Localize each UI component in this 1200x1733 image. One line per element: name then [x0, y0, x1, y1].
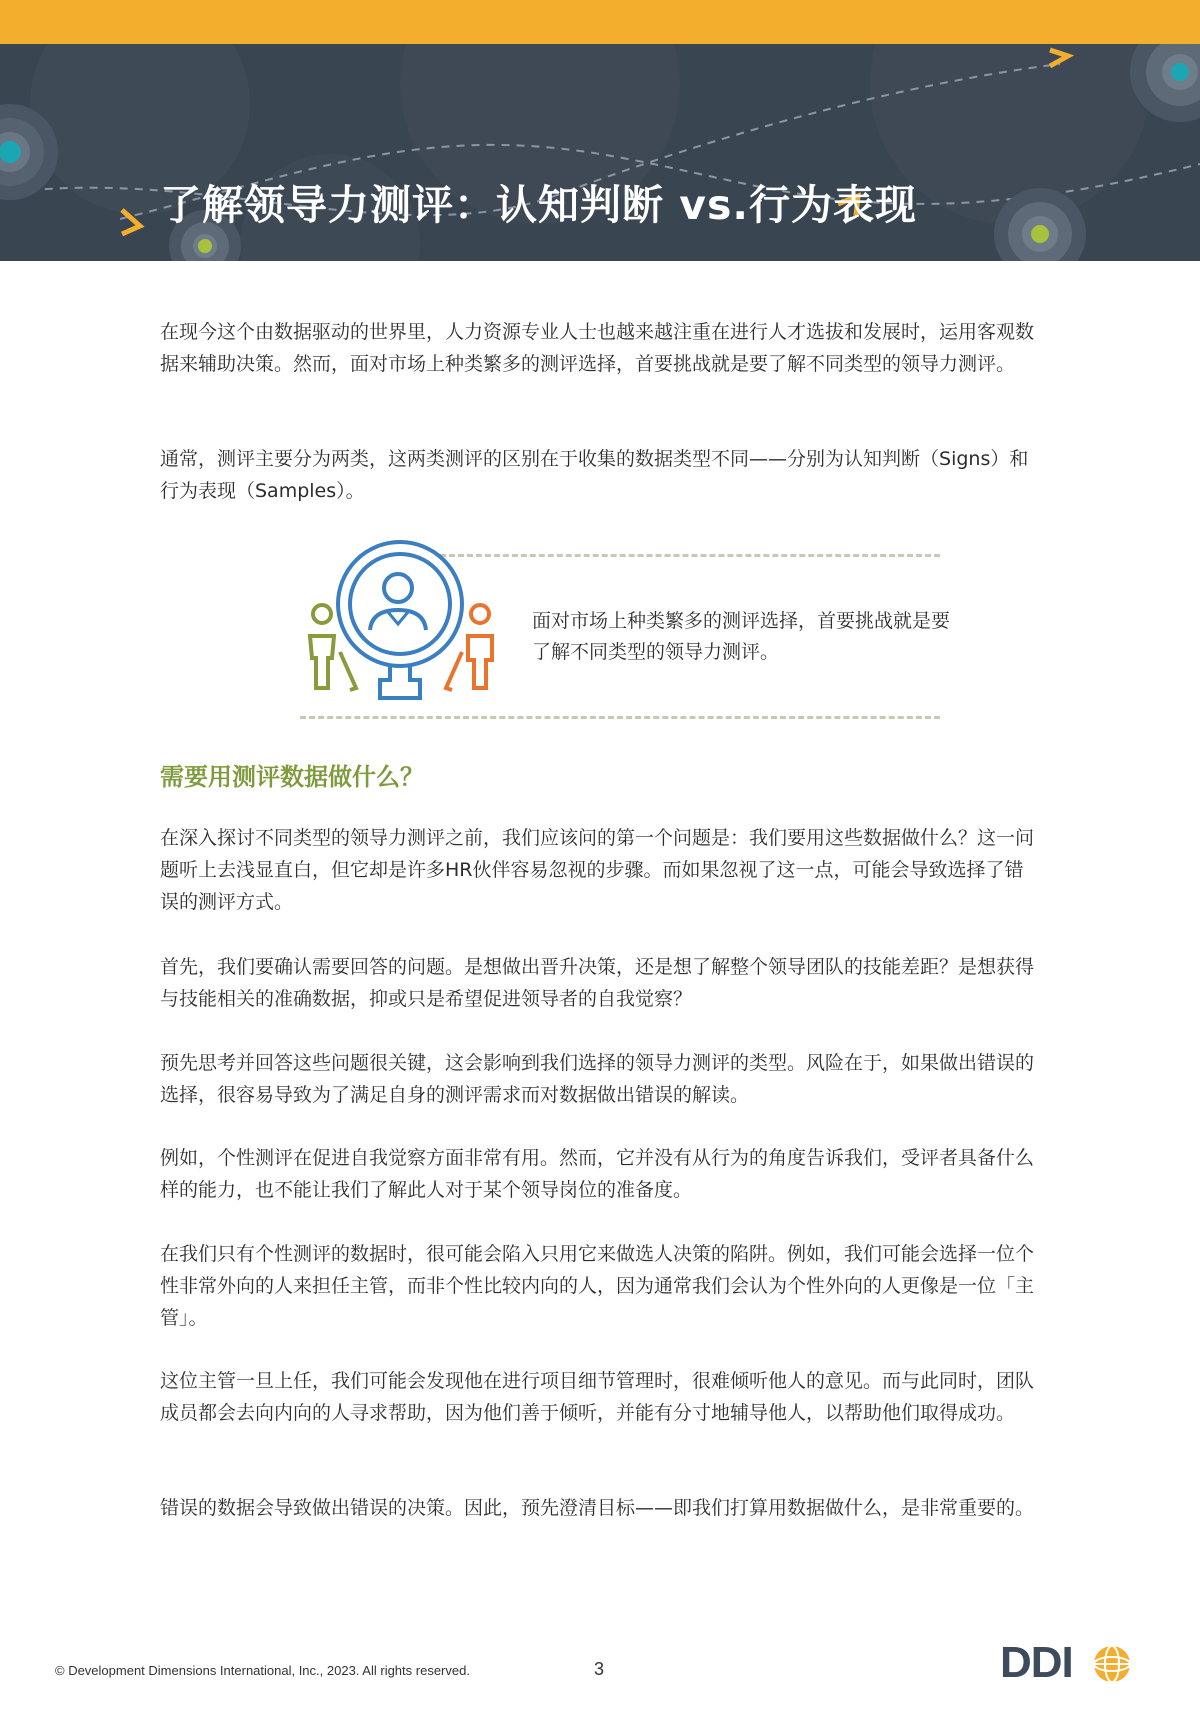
page-title: 了解领导力测评：认知判断 vs.行为表现: [160, 181, 917, 229]
title-banner: [0, 44, 1200, 261]
people-magnifier-icon: [300, 540, 500, 710]
section-heading: 需要用测评数据做什么？: [160, 763, 424, 791]
section-paragraph: 在深入探讨不同类型的领导力测评之前，我们应该问的第一个问题是：我们要用这些数据做什么？这一问题听上去浅显直白，但它却是许多HR伙伴容易忽视的步骤。而如果忽视了这一点，可能会导致选择了错误的测评方式。: [160, 827, 1035, 913]
section-paragraph: 预先思考并回答这些问题很关键，这会影响到我们选择的领导力测评的类型。风险在于，如果做出错误的选择，很容易导致为了满足自身的测评需求而对数据做出错误的解读。: [160, 1052, 1035, 1106]
footer-copyright: © Development Dimensions International, Inc., 2023. All rights reserved.: [55, 1663, 470, 1678]
divider-dashed: [300, 716, 940, 719]
globe-icon: [1092, 1644, 1132, 1684]
callout-text: 面对市场上种类繁多的测评选择，首要挑战就是要了解不同类型的领导力测评。: [532, 610, 951, 663]
logo-text: DDI: [1000, 1638, 1073, 1687]
divider-dashed: [440, 554, 940, 557]
section-paragraph: 在我们只有个性测评的数据时，很可能会陷入只用它来做选人决策的陷阱。例如，我们可能会选择一位个性非常外向的人来担任主管，而非个性比较内向的人，因为通常我们会认为个性外向的人更像是一位「主管」。: [160, 1243, 1035, 1329]
section-paragraph: 例如，个性测评在促进自我觉察方面非常有用。然而，它并没有从行为的角度告诉我们，受评者具备什么样的能力，也不能让我们了解此人对于某个领导岗位的准备度。: [160, 1147, 1035, 1201]
page-number: 3: [594, 1659, 605, 1679]
section-paragraph: 这位主管一旦上任，我们可能会发现他在进行项目细节管理时，很难倾听他人的意见。而与此同时，团队成员都会去向内向的人寻求帮助，因为他们善于倾听，并能有分寸地辅导他人，以帮助他们取得成功。: [160, 1370, 1035, 1424]
intro-paragraph-1: 在现今这个由数据驱动的世界里，人力资源专业人士也越来越注重在进行人才选拔和发展时，运用客观数据来辅助决策。然而，面对市场上种类繁多的测评选择，首要挑战就是要了解不同类型的领导力测评。: [160, 321, 1035, 375]
section-paragraph: 错误的数据会导致做出错误的决策。因此，预先澄清目标——即我们打算用数据做什么，是非常重要的。: [160, 1497, 1035, 1519]
ddi-logo: [1000, 1638, 1135, 1687]
intro-paragraph-2: 通常，测评主要分为两类，这两类测评的区别在于收集的数据类型不同——分别为认知判断（Signs）和行为表现（Samples）。: [160, 448, 1029, 502]
top-accent-bar: [0, 0, 1200, 44]
section-paragraph: 首先，我们要确认需要回答的问题。是想做出晋升决策，还是想了解整个领导团队的技能差距？是想获得与技能相关的准确数据，抑或只是希望促进领导者的自我觉察？: [160, 956, 1035, 1010]
